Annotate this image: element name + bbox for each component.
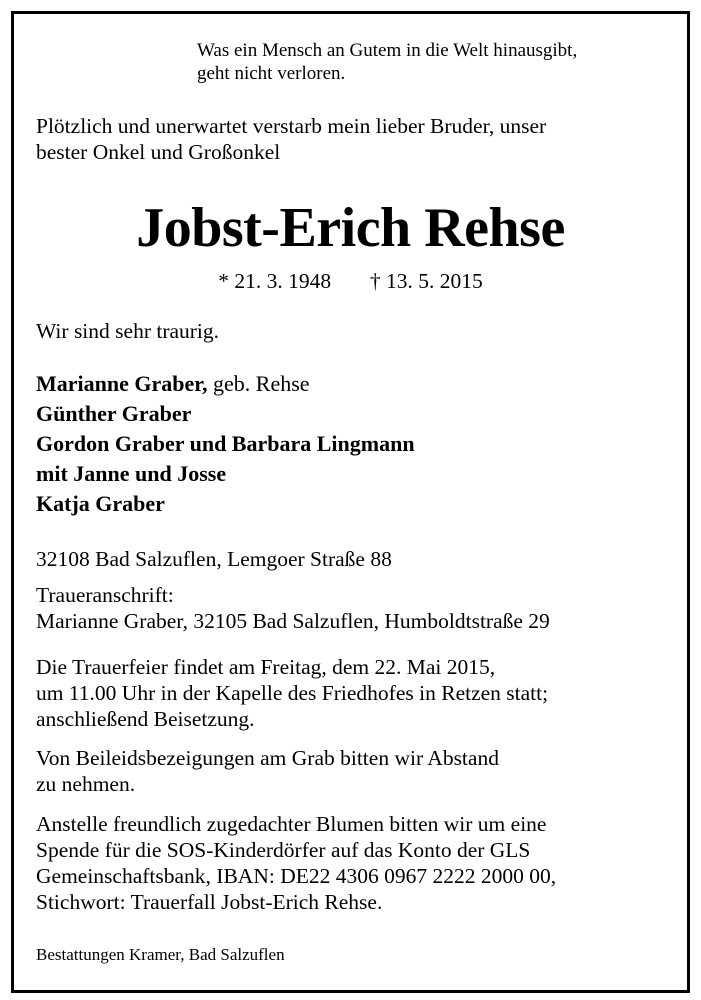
donation-line-3: Gemeinschaftsbank, IBAN: DE22 4306 0967 2222 2000 00, [36, 864, 557, 888]
mourner-1-name: Marianne Graber, [36, 371, 208, 396]
birth-date: * 21. 3. 1948 [218, 269, 332, 293]
intro-line-1: Plötzlich und unerwartet verstarb mein lieber Bruder, unser [36, 114, 547, 138]
mourner-3: Gordon Graber und Barbara Lingmann [36, 431, 415, 456]
mourner-1 [36, 369, 310, 399]
service-line-1: Die Trauerfeier findet am Freitag, dem 22. Mai 2015, [36, 655, 496, 679]
motto-line-1: Was ein Mensch an Gutem in die Welt hinausgibt, [197, 40, 578, 61]
mourner-1-note: geb. Rehse [207, 371, 310, 396]
donation-line-2: Spende für die SOS-Kinderdörfer auf das Konto der GLS [36, 838, 531, 862]
mourner-4: mit Janne und Josse [36, 461, 227, 486]
mourning-address-value: Marianne Graber, 32105 Bad Salzuflen, Humboldtstraße 29 [36, 609, 550, 633]
undertaker: Bestattungen Kramer, Bad Salzuflen [36, 945, 285, 964]
mourner-5: Katja Graber [36, 491, 165, 516]
mourner-2: Günther Graber [36, 401, 192, 426]
family-address: 32108 Bad Salzuflen, Lemgoer Straße 88 [36, 547, 392, 571]
mourning-address-label: Traueranschrift: [36, 583, 174, 607]
condolences-line-1: Von Beileidsbezeigungen am Grab bitten wir Abstand [36, 746, 499, 770]
sentiment: Wir sind sehr traurig. [36, 319, 220, 343]
death-date: † 13. 5. 2015 [369, 269, 483, 293]
intro-line-2: bester Onkel und Großonkel [36, 140, 281, 164]
deceased-name: Jobst-Erich Rehse [136, 197, 565, 259]
condolences-line-2: zu nehmen. [36, 772, 136, 796]
donation-line-1: Anstelle freundlich zugedachter Blumen bitten wir um eine [36, 812, 547, 836]
life-dates [0, 268, 701, 294]
service-line-2: um 11.00 Uhr in der Kapelle des Friedhofes in Retzen statt; [36, 681, 549, 705]
service-line-3: anschließend Beisetzung. [36, 707, 255, 731]
motto-line-2: geht nicht verloren. [197, 63, 346, 84]
donation-line-4: Stichwort: Trauerfall Jobst-Erich Rehse. [36, 890, 383, 914]
